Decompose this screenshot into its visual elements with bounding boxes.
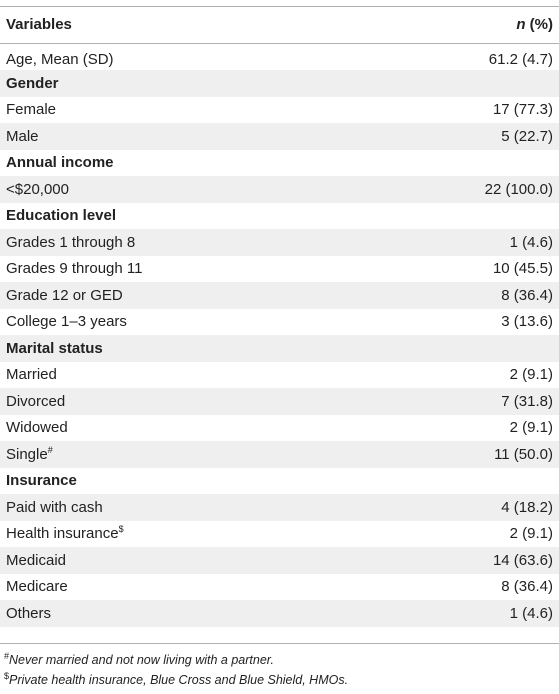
table-row	[0, 362, 559, 389]
row-label-text: Insurance	[6, 472, 77, 490]
row-label-text: <$20,000	[6, 180, 69, 198]
table-row	[0, 309, 559, 336]
section-row	[0, 335, 559, 362]
row-label	[0, 547, 361, 574]
row-value: 7 (31.8)	[501, 392, 553, 410]
row-label-text: Gender	[6, 74, 59, 92]
row-value: 1 (4.6)	[509, 233, 553, 251]
row-value: 11 (50.0)	[494, 445, 553, 463]
row-label-text: Grades 9 through 11	[6, 260, 143, 278]
table-body	[0, 44, 559, 627]
section-row	[0, 468, 559, 495]
row-label-text: Single	[6, 445, 48, 463]
footnote-2-mark: $	[4, 670, 10, 681]
header-variables: Variables	[6, 16, 72, 33]
row-label	[0, 521, 361, 548]
table-row	[0, 123, 559, 150]
row-value: 2 (9.1)	[509, 366, 553, 384]
table-row	[0, 388, 559, 415]
table-row	[0, 415, 559, 442]
row-value	[361, 70, 559, 97]
row-label	[0, 494, 361, 521]
row-label	[0, 600, 361, 627]
row-value	[361, 468, 559, 495]
row-value: 10 (45.5)	[492, 260, 553, 278]
table-row	[0, 256, 559, 283]
row-label-text: Annual income	[6, 154, 114, 172]
row-label	[0, 574, 361, 601]
row-label-text: Widowed	[6, 419, 68, 437]
footnote-1-mark: #	[4, 650, 10, 661]
row-label-text: Age, Mean (SD)	[6, 50, 114, 68]
table-footnotes	[4, 650, 348, 690]
row-value: 1 (4.6)	[509, 604, 553, 622]
row-value: 5 (22.7)	[501, 127, 553, 145]
footnote-1	[4, 650, 348, 670]
header-percent: (%)	[529, 16, 553, 33]
row-label	[0, 282, 361, 309]
row-label	[0, 44, 361, 71]
header-n-percent	[361, 6, 559, 44]
table-header-row	[0, 6, 559, 44]
row-label	[0, 362, 361, 389]
row-label-text: Grades 1 through 8	[6, 233, 136, 251]
row-value	[361, 150, 559, 177]
row-label	[0, 123, 361, 150]
row-value: 2 (9.1)	[509, 525, 553, 543]
row-label	[0, 97, 361, 124]
table-row	[0, 441, 559, 468]
table-row	[0, 547, 559, 574]
table-row	[0, 176, 559, 203]
section-row	[0, 150, 559, 177]
footnote-marker: #	[47, 444, 53, 455]
footnote-2-text: Private health insurance, Blue Cross and Blue Shield, HMOs.	[9, 673, 349, 687]
row-label	[0, 441, 361, 468]
table-row	[0, 574, 559, 601]
section-row	[0, 203, 559, 230]
row-label-text: Grade 12 or GED	[6, 286, 123, 304]
row-value: 17 (77.3)	[492, 101, 553, 119]
header-n: n	[516, 16, 526, 33]
table-row	[0, 229, 559, 256]
footnote-marker: $	[118, 524, 124, 535]
row-label-text: Divorced	[6, 392, 66, 410]
row-label	[0, 388, 361, 415]
row-value: 3 (13.6)	[501, 313, 553, 331]
table-bottom-rule	[0, 643, 559, 644]
row-label	[0, 309, 361, 336]
row-label	[0, 415, 361, 442]
row-label-text: Health insurance	[6, 525, 119, 543]
row-value	[361, 203, 559, 230]
row-label-text: Medicare	[6, 578, 68, 596]
section-row	[0, 70, 559, 97]
section-label	[0, 468, 361, 495]
row-label-text: Female	[6, 101, 57, 119]
table-row	[0, 97, 559, 124]
row-value	[361, 335, 559, 362]
table-row	[0, 600, 559, 627]
row-label-text: Medicaid	[6, 551, 67, 569]
demographics-table	[0, 6, 559, 627]
row-label	[0, 256, 361, 283]
row-label-text: Others	[6, 604, 52, 622]
row-label-text: Male	[6, 127, 39, 145]
row-label-text: Paid with cash	[6, 498, 103, 516]
row-value: 22 (100.0)	[484, 180, 553, 198]
footnote-2	[4, 670, 348, 690]
table-row	[0, 494, 559, 521]
row-label-text: College 1–3 years	[6, 313, 127, 331]
footnote-1-text: Never married and not now living with a partner.	[9, 653, 274, 667]
row-value: 8 (36.4)	[501, 578, 553, 596]
row-value: 2 (9.1)	[509, 419, 553, 437]
row-label-text: Education level	[6, 207, 117, 225]
row-label-text: Married	[6, 366, 57, 384]
section-label	[0, 203, 361, 230]
row-label-text: Marital status	[6, 339, 103, 357]
section-label	[0, 150, 361, 177]
section-label	[0, 70, 361, 97]
row-value: 14 (63.6)	[492, 551, 553, 569]
table-row	[0, 44, 559, 71]
section-label	[0, 335, 361, 362]
row-value: 61.2 (4.7)	[488, 50, 553, 68]
row-value: 4 (18.2)	[501, 498, 553, 516]
row-label	[0, 229, 361, 256]
table-row	[0, 282, 559, 309]
row-value: 8 (36.4)	[501, 286, 553, 304]
table-row	[0, 521, 559, 548]
row-label	[0, 176, 361, 203]
